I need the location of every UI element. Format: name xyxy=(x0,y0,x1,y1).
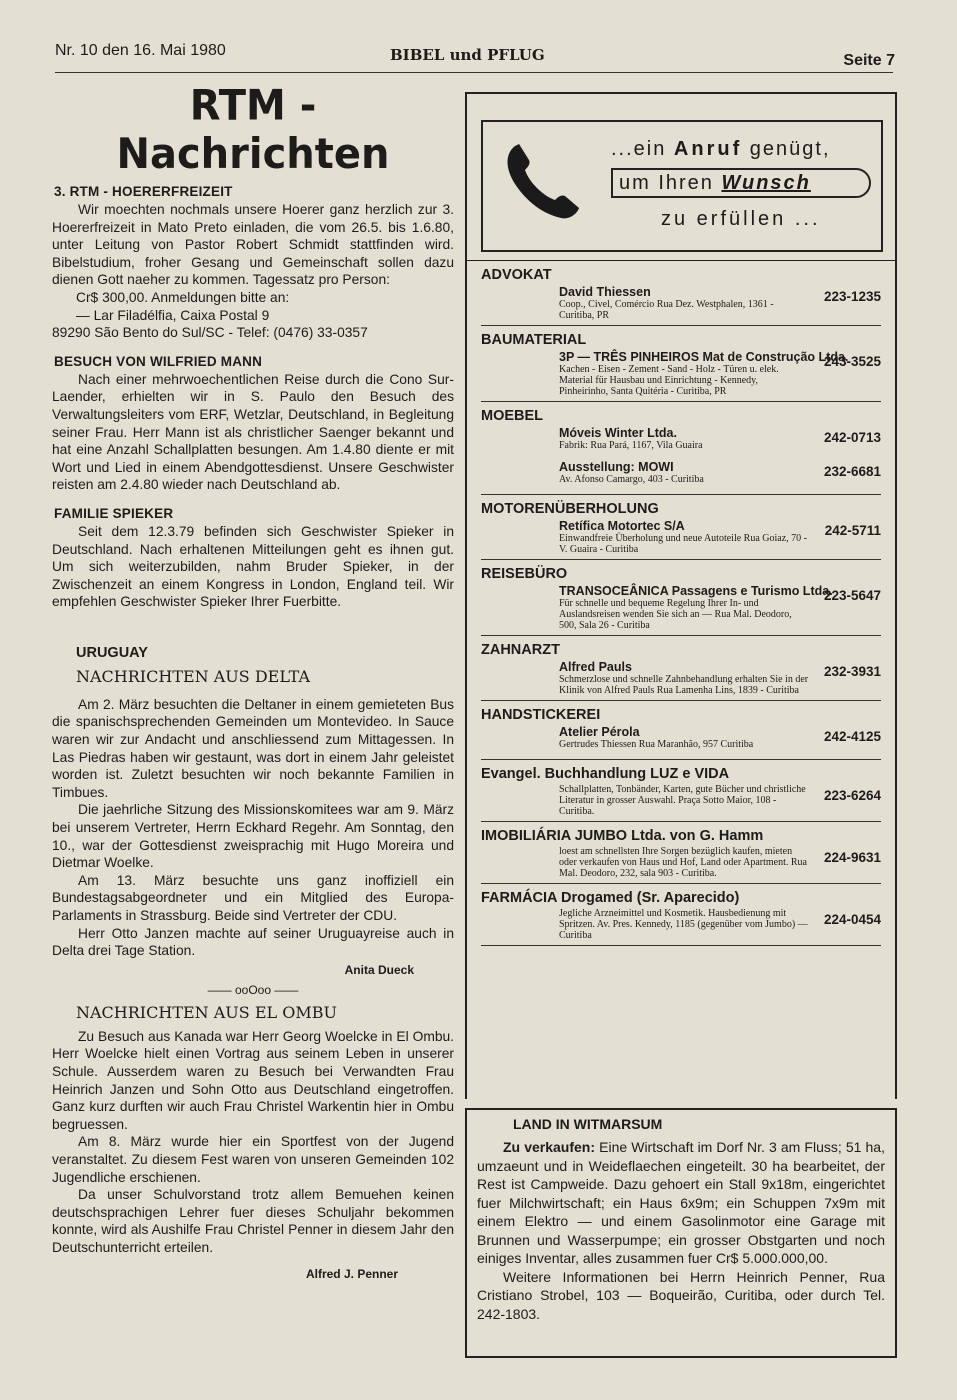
article-text: Die jaehrliche Sitzung des Missionskomitees war am 9. März bei unserem Vertreter, Herrn Eckhard Regehr. Am Sonntag, den 10., war der Gottesdienst zweisprachig mit Hugo Moreira und Dietmar Woelke. xyxy=(52,802,454,871)
divider xyxy=(481,945,881,946)
phone-number: 232-6681 xyxy=(823,464,881,479)
article-text: Seit dem 12.3.79 befinden sich Geschwister Spieker in Deutschland. Nach erhaltenen Mitteilungen geht es ihnen gut. Um sich weiterzubilden, nahm Bruder Spieker, in der Zwischenzeit an einem Kongress in London, England teil. Wir empfehlen Geschwister Spieker Ihrer Fuerbitte. xyxy=(52,523,454,610)
business-name: David Thiessen xyxy=(559,285,651,299)
article-text: Cr$ 300,00. Anmeldungen bitte an: xyxy=(76,289,290,305)
article-text: Am 8. März wurde hier ein Sportfest von der Jugend veranstaltet. Zu diesem Fest waren von unseren Gemeinden 102 Jugendliche erschienen. xyxy=(52,1134,454,1185)
business-name: TRANSOCEÂNICA Passagens e Turismo Ltda. xyxy=(559,584,833,598)
phone-number: 243-3525 xyxy=(823,354,881,369)
directory-entry xyxy=(467,519,895,555)
section-title: BESUCH VON WILFRIED MANN xyxy=(54,353,263,369)
phone-ad xyxy=(481,120,883,252)
land-for-sale-box xyxy=(465,1108,897,1358)
section-title: 3. RTM - HOERERFREIZEIT xyxy=(54,184,233,199)
article-text: Am 2. März besuchten die Deltaner in einem gemieteten Bus die spanischsprechenden Gemeinden um Montevideo. In Sauce waren wir zur Andacht und anschliessend zum Mittagessen. In Las Piedras haben wir gestaunt, was dort in einem Jahr geleistet worden ist. Zuletzt besuchten wir noch bekannte Familien in Timbues. xyxy=(52,696,454,800)
article-text: Herr Otto Janzen machte auf seiner Uruguayreise auch in Delta drei Tage Station. xyxy=(52,925,454,959)
category-title: ADVOKAT xyxy=(481,267,552,283)
business-name: Alfred Pauls xyxy=(559,660,632,674)
directory-entry xyxy=(467,460,895,490)
business-address: Schallplatten, Tonbänder, Karten, gute Bücher und christliche Literatur in grosser Auswahl. Praça Sotto Maior, 108 - Curitiba. xyxy=(559,784,806,817)
phone-number: 223-5647 xyxy=(823,588,881,603)
business-address: loest am schnellsten Ihre Sorgen bezüglich kaufen, mieten oder verkaufen von Haus und Hof, Land oder Apartment. Rua Mal. Deodoro, 232, sala 903 - Curitiba. xyxy=(559,846,807,879)
directory-entry xyxy=(467,285,895,321)
business-address: Av. Afonso Camargo, 403 - Curitiba xyxy=(559,474,704,485)
business-address: Fabrik: Rua Pará, 1167, Vila Guaira xyxy=(559,440,703,451)
telephone-icon xyxy=(501,138,585,222)
business-address: Jegliche Arzneimittel und Kosmetik. Hausbedienung mit Spritzen. Av. Pres. Kennedy, 1185 (gegenüber vom Jumbo) — Curitiba xyxy=(559,908,808,941)
directory-category xyxy=(467,495,895,560)
ad-text: Zu verkaufen: Eine Wirtschaft im Dorf Nr. 3 am Fluss; 51 ha, umzaeunt und in Weideflaechen eingeteilt. 30 ha bearbeitet, der Rest ist Campweide. Dazu gehoert ein Stall 9x18m, eingerichtet fuer Milchwirtschaft; ein Haus 6x9m; ein Schuppen 7x9m mit einem Elektro — und einem Gasolinmotor eine Garage mit Brunnen und Wasserpumpe; ein grosser Obstgarten und noch einiges Inventar, alles zusammen fuer Cr$ 5.000.000,00. xyxy=(477,1139,885,1266)
business-name: 3P — TRÊS PINHEIROS Mat de Construção Ltda. xyxy=(559,350,849,364)
category-title: Evangel. Buchhandlung LUZ e VIDA xyxy=(481,766,730,782)
directory-entry xyxy=(467,350,895,397)
business-address: Gertrudes Thiessen Rua Maranhão, 957 Curitiba xyxy=(559,739,754,750)
directory-entry xyxy=(467,784,895,817)
directory-category xyxy=(467,326,895,402)
article-text: Zu Besuch aus Kanada war Herr Georg Woelcke in El Ombu. Herr Woelcke hielt einen Vortrag aus seinem Leben in unserer Schule. Ausserdem waren zu Besuch bei Verwandten Frau Heinrich Janzen und Sohn Otto aus Deutschland eingetroffen. Ganz kurz durften wir auch Frau Christel Warkentin hier in Ombu begruessen. xyxy=(52,1028,454,1132)
directory-category xyxy=(467,760,895,822)
masthead: RTM - Nachrichten xyxy=(116,81,390,179)
region-heading: URUGUAY xyxy=(76,644,148,661)
business-directory xyxy=(465,92,897,1099)
page-number: Seite 7 xyxy=(843,52,895,69)
directory-category xyxy=(467,884,895,946)
article-text: Nach einer mehrwoechentlichen Reise durch die Cono Sur-Laender, erhielten wir in S. Paulo den Besuch des Verwaltungsleiters vom ERF, Wetzlar, Deutschland, in Begleitung seiner Frau. Herr Mann ist als christlicher Saenger bekannt und hat eine Anzahl Schallplatten besungen. Am 1.4.80 diente er mit Wort und Lied in einem Abendgottesdienst. Unsere Geschwister reisten am 2.4.80 wieder nach Deutschland ab. xyxy=(52,371,454,493)
directory-list xyxy=(467,261,895,946)
article-title: NACHRICHTEN AUS EL OMBU xyxy=(76,1002,337,1022)
section-title: FAMILIE SPIEKER xyxy=(54,505,174,521)
left-column xyxy=(52,81,454,1281)
business-address: Coop., Civel, Comércio Rua Dez. Westphalen, 1361 - Curitiba, PR xyxy=(559,299,774,321)
separator: —— ooOoo —— xyxy=(207,982,299,997)
phone-number: 232-3931 xyxy=(823,664,881,679)
business-address: Einwandfreie Überholung und neue Autoteile Rua Goiaz, 70 - V. Guaira - Curitiba xyxy=(559,533,807,555)
phone-number: 223-1235 xyxy=(823,289,881,304)
directory-entry xyxy=(467,426,895,456)
directory-category xyxy=(467,701,895,760)
category-title: ZAHNARZT xyxy=(481,642,560,658)
directory-category xyxy=(467,261,895,326)
ad-title: LAND IN WITMARSUM xyxy=(513,1116,663,1132)
phone-number: 242-4125 xyxy=(823,729,881,744)
ad-contact: Weitere Informationen bei Herrn Heinrich Penner, Rua Cristiano Strobel, 103 — Boqueirão, Curitiba, oder durch Tel. 242-1803. xyxy=(477,1268,885,1322)
publication-title: BIBEL und PFLUG xyxy=(390,46,545,64)
page-header xyxy=(55,40,895,74)
phone-number: 242-0713 xyxy=(823,430,881,445)
business-name: Ausstellung: MOWI xyxy=(559,460,674,474)
ad-line-1: ...ein Anruf genügt, xyxy=(611,138,831,160)
business-address: Kachen - Eisen - Zement - Sand - Holz - Türen u. elek. Material für Hausbau und Einrichtung - Kennedy, Pinheirinho, Santa Quitéria - Curitiba, PR xyxy=(559,364,779,397)
business-address: Für schnelle und bequeme Regelung Ihrer In- und Auslandsreisen wenden Sie sich an — Rua Mal. Deodoro, 500, Sala 26 - Curitiba xyxy=(559,598,792,631)
phone-number: 223-6264 xyxy=(823,788,881,803)
issue-date: Nr. 10 den 16. Mai 1980 xyxy=(55,42,226,59)
category-title: BAUMATERIAL xyxy=(481,332,587,348)
directory-category xyxy=(467,636,895,701)
ad-line-3: zu erfüllen ... xyxy=(661,208,821,230)
category-title: MOEBEL xyxy=(481,408,544,424)
directory-entry xyxy=(467,660,895,696)
category-title: HANDSTICKEREI xyxy=(481,707,601,723)
phone-number: 224-9631 xyxy=(823,850,881,865)
address-line: — Lar Filadélfia, Caixa Postal 9 xyxy=(76,307,270,323)
directory-category xyxy=(467,560,895,636)
category-title: FARMÁCIA Drogamed (Sr. Aparecido) xyxy=(481,890,740,906)
article-text: Wir moechten nochmals unsere Hoerer ganz herzlich zur 3. Hoererfreizeit in Mato Preto einladen, die vom 26.5. bis 1.6.80, unter Leitung von Pastor Robert Schmidt stattfinden wird. Bibelstudium, froher Gesang und Gemeinschaft sollen dazu dienen Gott naeher zu kommen. Tagessatz pro Person: xyxy=(52,202,454,288)
ad-line-2: um Ihren Wunsch xyxy=(611,168,871,198)
directory-entry xyxy=(467,908,895,941)
category-title: REISEBÜRO xyxy=(481,566,568,582)
directory-category xyxy=(467,402,895,495)
address-line: 89290 São Bento do Sul/SC - Telef: (0476) 33-0357 xyxy=(52,325,368,341)
author-signature: Anita Dueck xyxy=(344,962,414,977)
phone-number: 242-5711 xyxy=(824,523,881,538)
directory-category xyxy=(467,822,895,884)
business-name: Retífica Motortec S/A xyxy=(559,519,685,533)
article-text: Am 13. März besuchte uns ganz inoffiziell ein Bundestagsabgeordneter und ein Mitglied des Europa-Parlaments in Strassburg. Beide sind Vertreter der CDU. xyxy=(52,872,454,923)
phone-number: 224-0454 xyxy=(823,912,881,927)
author-signature: Alfred J. Penner xyxy=(305,1266,398,1281)
directory-entry xyxy=(467,725,895,755)
category-title: IMOBILIÁRIA JUMBO Ltda. von G. Hamm xyxy=(481,828,764,844)
header-rule xyxy=(55,72,893,73)
business-address: Schmerzlose und schnelle Zahnbehandlung erhalten Sie in der Klinik von Alfred Pauls Rua Lamenha Lins, 1839 - Curitiba xyxy=(559,674,809,696)
business-name: Móveis Winter Ltda. xyxy=(559,426,677,440)
business-name: Atelier Pérola xyxy=(559,725,640,739)
directory-entry xyxy=(467,584,895,631)
article-text: Da unser Schulvorstand trotz allem Bemuehen keinen deutschsprachigen Lehrer fuer dieses Schuljahr bekommen konnte, wird als Aushilfe Frau Christel Penner in diesem Jahr den Deutschunterricht erteilen. xyxy=(52,1187,454,1255)
directory-frame xyxy=(465,92,897,1099)
article-title: NACHRICHTEN AUS DELTA xyxy=(76,666,311,686)
category-title: MOTORENÜBERHOLUNG xyxy=(481,501,659,517)
directory-entry xyxy=(467,846,895,879)
